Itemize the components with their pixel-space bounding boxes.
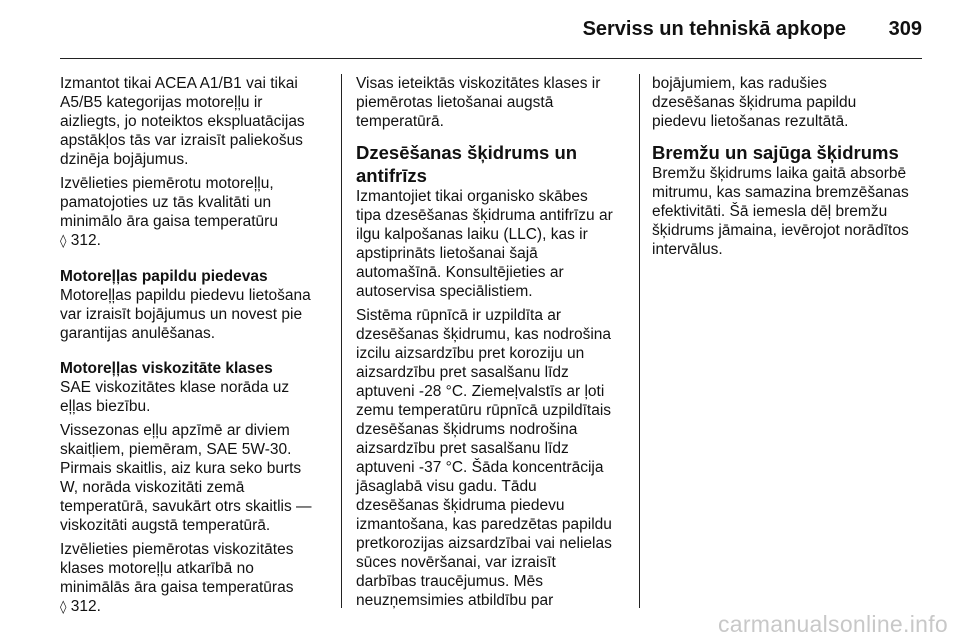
header-divider	[60, 58, 922, 59]
paragraph-brake-fluid: Bremžu šķidrums laika gaitā absorbē mitrumu, kas samazina bremzēšanas efektivitāti. Šā iemesla dēļ bremžu šķidrums jāmaina, ievērojot norādītos intervālus.	[652, 165, 909, 258]
paragraph-multigrade-oil: Vissezonas eļļu apzīmē ar diviem skaitļiem, piemēram, SAE 5W-30. Pirmais skaitlis, aiz kura seko burts W, norāda viskozitāti zemā temperatūrā, savukārt otrs skaitlis — viskozitāti augstā temperatūrā.	[60, 422, 312, 534]
heading-oil-viscosity: Motoreļļas viskozitāte klases	[60, 360, 273, 377]
page-header	[0, 0, 960, 62]
paragraph-oil-additives: Motoreļļas papildu piedevu lietošana var izraisīt bojājumus un novest pie garantijas anulēšanas.	[60, 287, 311, 342]
paragraph-oil-selection	[60, 174, 332, 251]
text-column-2	[356, 74, 626, 610]
page-title: Serviss un tehniskā apkope	[582, 18, 846, 40]
cross-reference-arrow-icon: ◊	[60, 234, 67, 249]
page-reference-link[interactable]: 312.	[70, 598, 101, 615]
page-number: 309	[888, 18, 922, 40]
paragraph-viscosity-selection	[60, 540, 332, 617]
page-reference-link[interactable]: 312.	[70, 232, 101, 249]
paragraph-viscosity-selection-text: Izvēlieties piemērotas viskozitātes klases motoreļļu atkarībā no minimālās āra gaisa temperatūras	[60, 541, 294, 596]
paragraph-damage-continued: bojājumiem, kas radušies dzesēšanas šķidruma papildu piedevu lietošanas rezultātā.	[652, 75, 857, 130]
cross-reference-arrow-icon: ◊	[60, 600, 67, 615]
paragraph-oil-selection-text: Izvēlieties piemērotu motoreļļu, pamatojoties uz tās kvalitāti un minimālo āra gaisa temperatūru	[60, 175, 278, 230]
text-column-1	[60, 74, 332, 617]
heading-oil-additives: Motoreļļas papildu piedevas	[60, 268, 268, 285]
column-divider	[639, 74, 640, 608]
paragraph-acea-warning: Izmantot tikai ACEA A1/B1 vai tikai A5/B5 kategorijas motoreļļu ir aizliegts, jo noteiktos ekspluatācijas apstākļos tās var izraisīt paliekošus dzinēja bojājumus.	[60, 75, 305, 168]
paragraph-sae-class: SAE viskozitātes klase norāda uz eļļas biezību.	[60, 379, 290, 415]
heading-coolant-antifreeze: Dzesēšanas šķidrums un antifrīzs	[356, 142, 578, 186]
column-divider	[341, 74, 342, 608]
paragraph-factory-fill: Sistēma rūpnīcā ir uzpildīta ar dzesēšanas šķidrumu, kas nodrošina izcilu aizsardzību pret koroziju un aizsardzību pret sasalšanu līdz aptuveni -28 °C. Ziemeļvalstīs ar ļoti zemu temperatūru rūpnīcā uzpildītais dzesēšanas šķidrums nodrošina aizsardzību pret sasalšanu līdz aptuveni -37 °C. Šāda koncentrācija jāsaglabā visu gadu. Tādu dzesēšanas šķidruma piedevu izmantošana, kas paredzētas papildu pretkorozijas aizsardzībai vai nelielas sūces novēršanai, var izraisīt darbības traucējumus. Mēs neuzņemsimies atbildību par	[356, 307, 612, 609]
heading-brake-clutch-fluid: Bremžu un sajūga šķidrums	[652, 142, 899, 163]
paragraph-high-temperature: Visas ieteiktās viskozitātes klases ir piemērotas lietošanai augstā temperatūrā.	[356, 75, 601, 130]
paragraph-llc-coolant: Izmantojiet tikai organisko skābes tipa dzesēšanas šķidruma antifrīzu ar ilgu kalpošanas laiku (LLC), kas ir apstiprināts lietošanai šajā automašīnā. Konsultējieties ar autoservisa speciālistiem.	[356, 188, 613, 300]
text-column-3	[652, 74, 924, 259]
watermark-text: carmanualsonline.info	[717, 611, 948, 637]
